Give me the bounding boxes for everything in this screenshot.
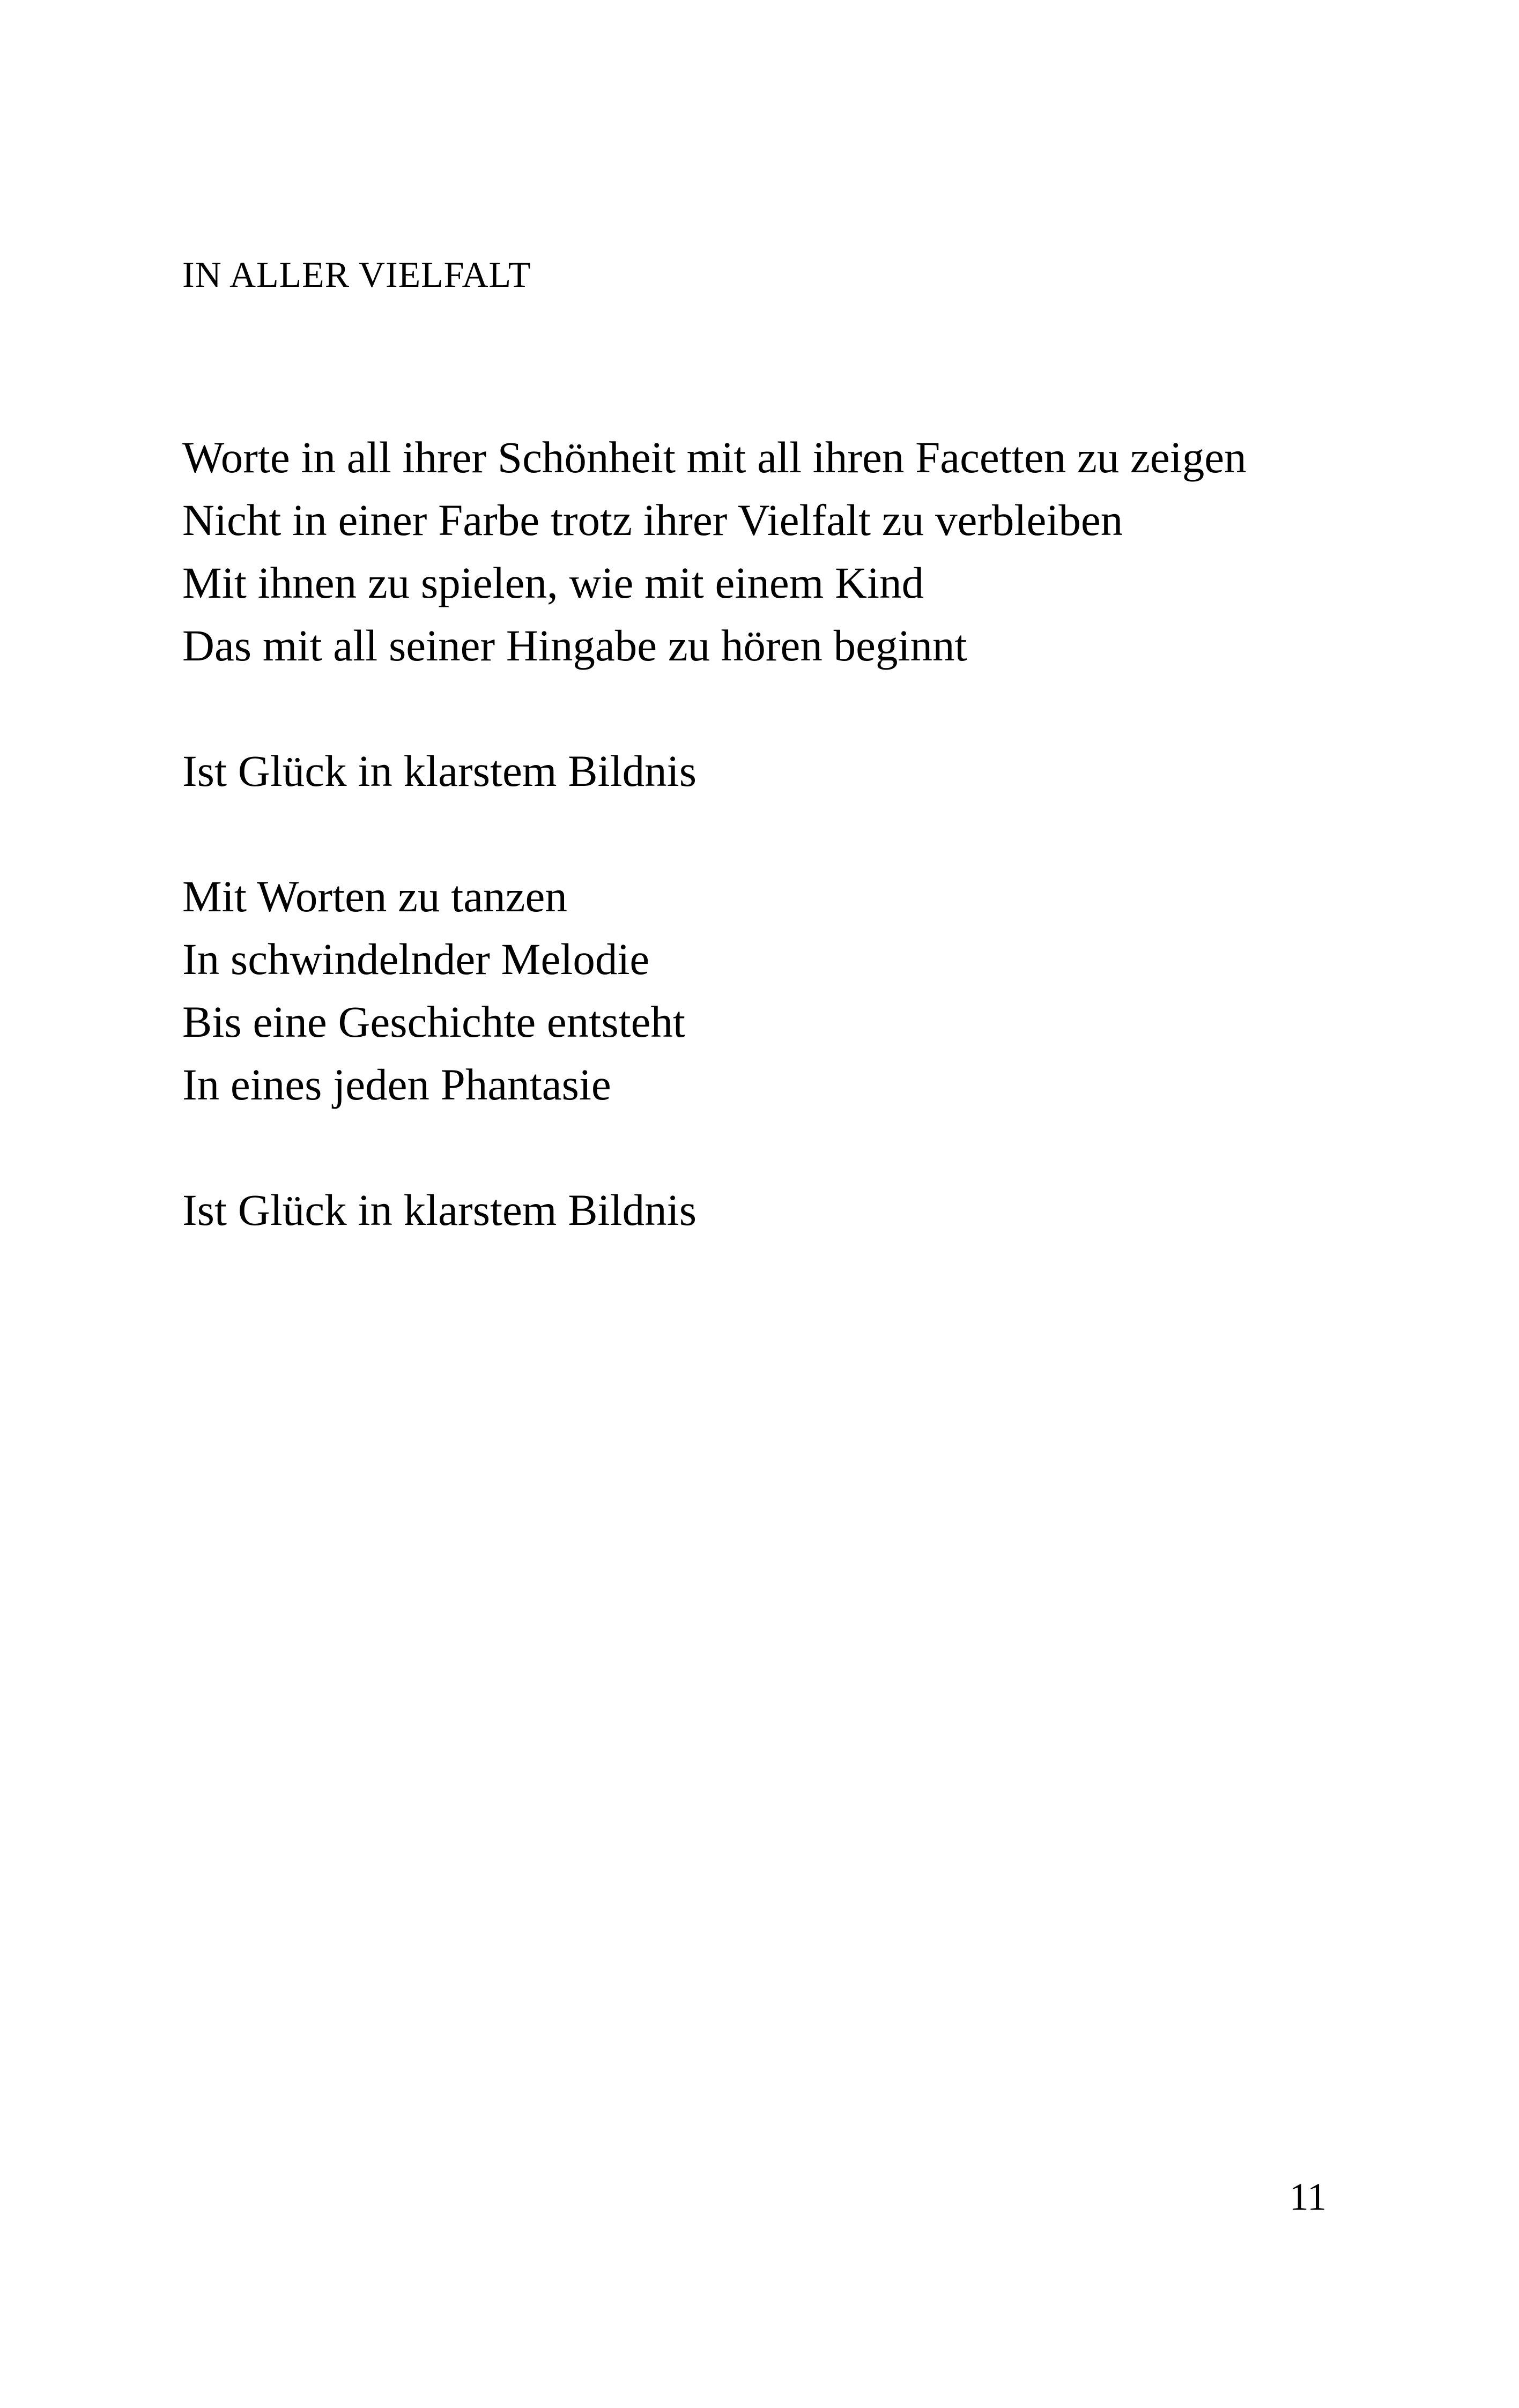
page-number: 11 <box>1289 2175 1327 2218</box>
poem-line: Nicht in einer Farbe trotz ihrer Vielfalt zu verbleiben <box>182 495 1123 545</box>
poem-line: Mit Worten zu tanzen <box>182 872 567 921</box>
stanza-refrain <box>182 740 1416 802</box>
poem-line: Worte in all ihrer Schönheit mit all ihren Facetten zu zeigen <box>182 433 1247 482</box>
poem-line: In schwindelnder Melodie <box>182 934 650 984</box>
stanza <box>182 865 1416 1116</box>
poem-line: Bis eine Geschichte entsteht <box>182 997 686 1046</box>
poem-line: Ist Glück in klarstem Bildnis <box>182 746 697 796</box>
stanza <box>182 426 1416 677</box>
stanza-refrain <box>182 1179 1416 1242</box>
poem-line: Das mit all seiner Hingabe zu hören beginnt <box>182 621 967 670</box>
poem-line: Mit ihnen zu spielen, wie mit einem Kind <box>182 558 924 607</box>
poem-body <box>182 426 1416 1304</box>
poem-line: In eines jeden Phantasie <box>182 1060 611 1109</box>
poem-line: Ist Glück in klarstem Bildnis <box>182 1185 697 1235</box>
poem-title: IN ALLER VIELFALT <box>182 254 531 295</box>
